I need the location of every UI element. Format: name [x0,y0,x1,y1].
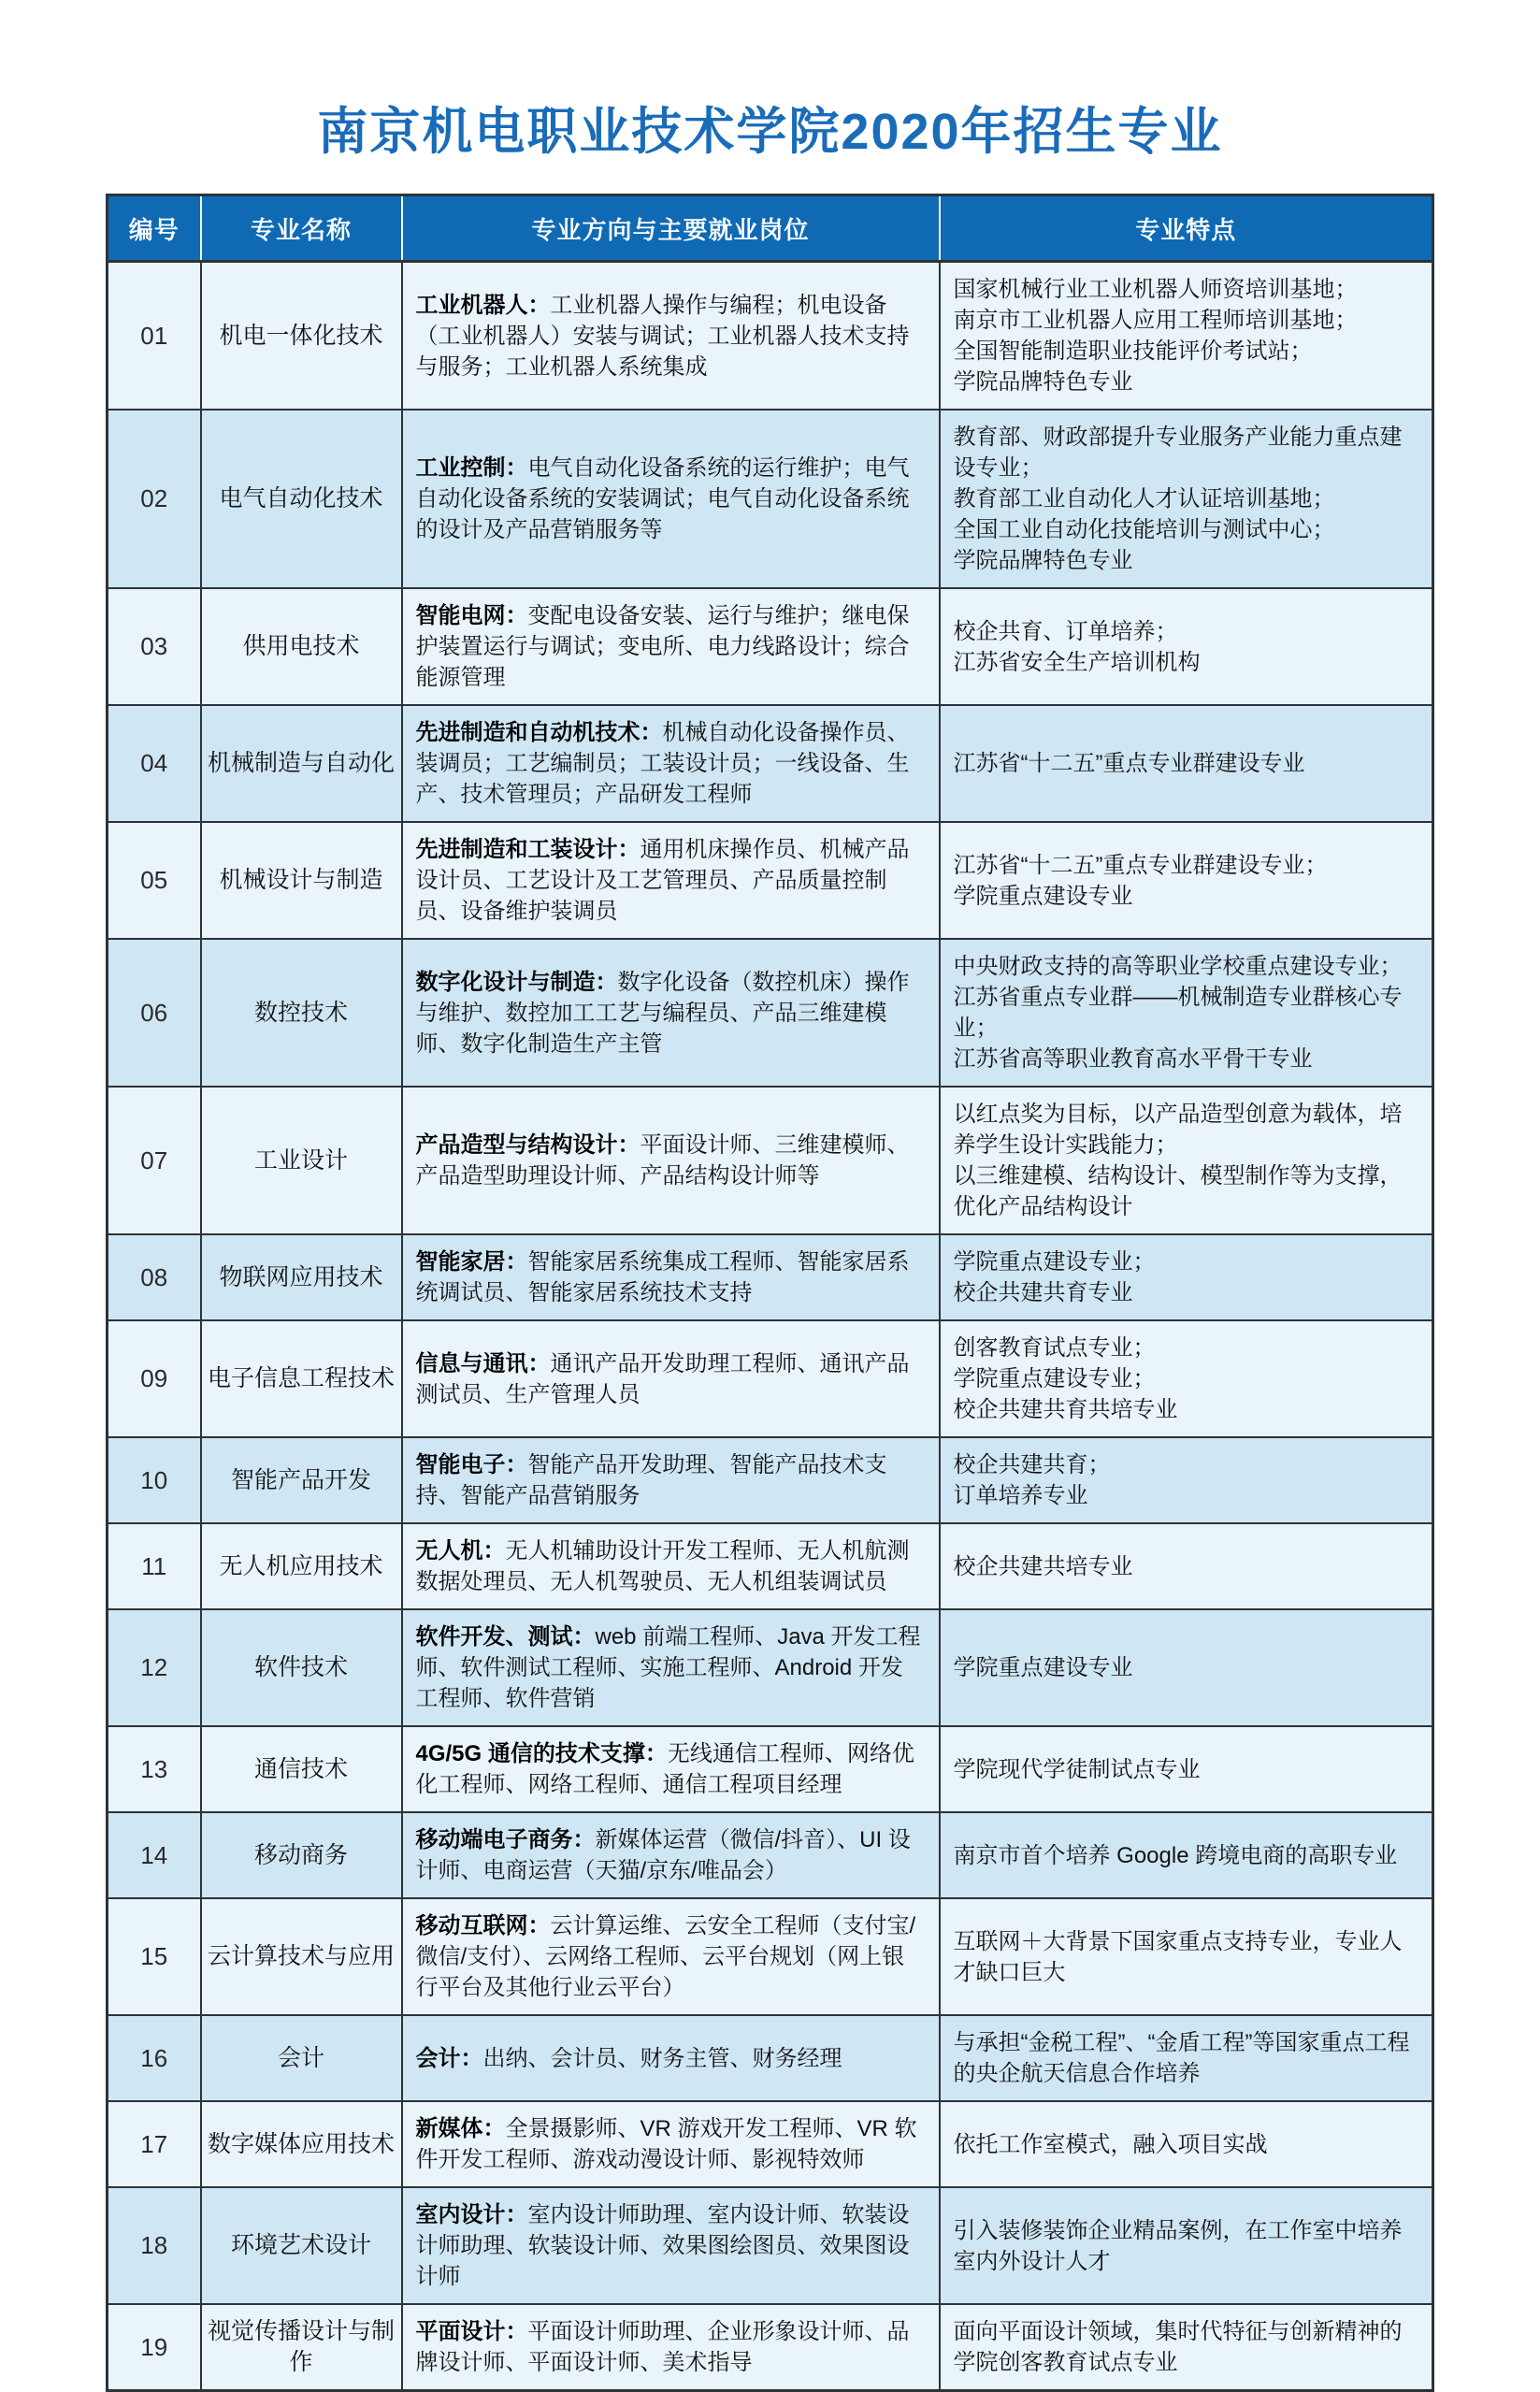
major-direction: 智能电子：智能产品开发助理、智能产品技术支持、智能产品营销服务 [402,1437,940,1523]
major-name: 供用电技术 [201,588,402,705]
feature-line: 学院现代学徒制试点专业 [953,1756,1201,1782]
direction-track-label: 数字化设计与制造： [415,969,618,995]
major-features [940,1437,1433,1523]
row-number: 10 [108,1437,201,1523]
major-direction: 工业机器人：工业机器人操作与编程；机电设备（工业机器人）安装与调试；工业机器人技术支持与服务；工业机器人系统集成 [402,262,940,411]
major-direction: 4G/5G 通信的技术支撑：无线通信工程师、网络优化工程师、网络工程师、通信工程项目经理 [402,1726,940,1812]
row-number: 13 [108,1726,201,1812]
table-row [108,822,1433,939]
major-name: 智能产品开发 [201,1437,402,1523]
major-direction: 会计：出纳、会计员、财务主管、财务经理 [402,2015,940,2101]
table-row [108,1087,1433,1234]
feature-line: 校企共建共育共培专业 [953,1397,1178,1423]
feature-line: 江苏省重点专业群——机械制造专业群核心专业； [953,985,1403,1042]
major-direction: 产品造型与结构设计：平面设计师、三维建模师、产品造型助理设计师、产品结构设计师等 [402,1087,940,1234]
major-features [940,1320,1433,1437]
major-features [940,588,1433,705]
feature-line: 国家机械行业工业机器人师资培训基地； [953,277,1358,303]
feature-line: 以三维建模、结构设计、模型制作等为支撑，优化产品结构设计 [953,1163,1403,1220]
row-number: 18 [108,2187,201,2304]
feature-line: 中央财政支持的高等职业学校重点建设专业； [953,954,1403,980]
major-direction: 信息与通讯：通讯产品开发助理工程师、通讯产品测试员、生产管理人员 [402,1320,940,1437]
feature-line: 江苏省“十二五”重点专业群建设专业 [953,751,1305,777]
feature-line: 教育部、财政部提升专业服务产业能力重点建设专业； [953,425,1403,482]
row-number: 01 [108,262,201,411]
row-number: 19 [108,2304,201,2391]
feature-line: 校企共育、订单培养； [953,618,1178,644]
feature-line: 引入装修装饰企业精品案例，在工作室中培养室内外设计人才 [953,2217,1403,2274]
row-number: 02 [108,410,201,588]
table-row [108,1437,1433,1523]
major-name: 机电一体化技术 [201,262,402,411]
major-direction: 室内设计：室内设计师助理、室内设计师、软装设计师助理、软装设计师、效果图绘图员、效果图设计师 [402,2187,940,2304]
direction-track-label: 室内设计： [415,2202,528,2228]
table-row [108,1234,1433,1320]
major-direction: 先进制造和工装设计：通用机床操作员、机械产品设计员、工艺设计及工艺管理员、产品质量控制员、设备维护装调员 [402,822,940,939]
table-row [108,410,1433,588]
major-direction: 数字化设计与制造：数字化设备（数控机床）操作与维护、数控加工工艺与编程员、产品三维建模师、数字化制造生产主管 [402,939,940,1087]
direction-track-label: 先进制造和自动机技术： [415,720,663,746]
direction-track-label: 工业控制： [415,455,528,482]
major-direction: 移动互联网：云计算运维、云安全工程师（支付宝/微信/支付）、云网络工程师、云平台规划（网上银行平台及其他行业云平台） [402,1898,940,2015]
major-name: 环境艺术设计 [201,2187,402,2304]
row-number: 15 [108,1898,201,2015]
table-header [108,195,1433,262]
major-name: 数字媒体应用技术 [201,2101,402,2187]
direction-track-label: 软件开发、测试： [415,1624,596,1650]
row-number: 12 [108,1609,201,1726]
table-row [108,1726,1433,1812]
major-features [940,2015,1433,2101]
row-number: 17 [108,2101,201,2187]
table-row [108,588,1433,705]
table-row [108,1812,1433,1898]
major-features [940,1087,1433,1234]
feature-line: 学院重点建设专业； [953,1366,1156,1392]
major-direction: 智能家居：智能家居系统集成工程师、智能家居系统调试员、智能家居系统技术支持 [402,1234,940,1320]
major-direction: 无人机：无人机辅助设计开发工程师、无人机航测数据处理员、无人机驾驶员、无人机组装调试员 [402,1523,940,1609]
major-direction: 移动端电子商务：新媒体运营（微信/抖音）、UI 设计师、电商运营（天猫/京东/唯品会） [402,1812,940,1898]
major-features [940,2304,1433,2391]
major-name: 会计 [201,2015,402,2101]
table-row [108,262,1433,411]
feature-line: 学院重点建设专业； [953,1249,1156,1275]
major-name: 数控技术 [201,939,402,1087]
major-direction: 先进制造和自动机技术：机械自动化设备操作员、装调员；工艺编制员；工装设计员；一线设备、生产、技术管理员；产品研发工程师 [402,705,940,822]
table-row [108,2304,1433,2391]
table-row [108,2101,1433,2187]
major-features [940,1812,1433,1898]
row-number: 05 [108,822,201,939]
major-features [940,939,1433,1087]
direction-track-label: 会计： [415,2045,483,2071]
major-features [940,410,1433,588]
major-features [940,1609,1433,1726]
feature-line: 全国智能制造职业技能评价考试站； [953,339,1313,365]
majors-table [106,194,1434,2392]
major-features [940,822,1433,939]
row-number: 03 [108,588,201,705]
table-row [108,1609,1433,1726]
table-row [108,1523,1433,1609]
feature-line: 创客教育试点专业； [953,1335,1156,1362]
major-name: 物联网应用技术 [201,1234,402,1320]
feature-line: 江苏省高等职业教育高水平骨干专业 [953,1046,1313,1073]
feature-line: 全国工业自动化技能培训与测试中心； [953,517,1335,543]
row-number: 06 [108,939,201,1087]
feature-line: 以红点奖为目标，以产品造型创意为载体，培养学生设计实践能力； [953,1102,1403,1159]
direction-track-label: 智能电子： [415,1452,528,1478]
row-number: 11 [108,1523,201,1609]
major-features [940,1523,1433,1609]
table-row [108,1320,1433,1437]
major-direction: 软件开发、测试：web 前端工程师、Java 开发工程师、软件测试工程师、实施工程师、Android 开发工程师、软件营销 [402,1609,940,1726]
direction-track-label: 移动互联网： [415,1913,551,1939]
feature-line: 面向平面设计领域，集时代特征与创新精神的学院创客教育试点专业 [953,2319,1403,2376]
direction-track-label: 智能家居： [415,1249,528,1275]
direction-track-label: 平面设计： [415,2319,528,2345]
feature-line: 江苏省安全生产培训机构 [953,649,1201,675]
major-direction: 工业控制：电气自动化设备系统的运行维护；电气自动化设备系统的安装调试；电气自动化设备系统的设计及产品营销服务等 [402,410,940,588]
feature-line: 学院品牌特色专业 [953,369,1133,396]
major-name: 云计算技术与应用 [201,1898,402,2015]
feature-line: 学院重点建设专业 [953,1655,1133,1681]
row-number: 16 [108,2015,201,2101]
major-direction: 平面设计：平面设计师助理、企业形象设计师、品牌设计师、平面设计师、美术指导 [402,2304,940,2391]
row-number: 08 [108,1234,201,1320]
header-cell-direction: 专业方向与主要就业岗位 [402,195,940,262]
table-row [108,1898,1433,2015]
major-name: 工业设计 [201,1087,402,1234]
direction-track-label: 智能电网： [415,603,528,629]
majors-table-body [108,262,1433,2391]
major-name: 通信技术 [201,1726,402,1812]
feature-line: 与承担“金税工程”、“金盾工程”等国家重点工程的央企航天信息合作培养 [953,2030,1410,2087]
feature-line: 学院重点建设专业 [953,883,1133,909]
major-name: 无人机应用技术 [201,1523,402,1609]
major-name: 移动商务 [201,1812,402,1898]
major-features [940,1234,1433,1320]
major-name: 机械设计与制造 [201,822,402,939]
direction-track-label: 先进制造和工装设计： [415,837,640,863]
feature-line: 南京市工业机器人应用工程师培训基地； [953,308,1358,334]
major-features [940,705,1433,822]
table-row [108,939,1433,1087]
major-name: 电子信息工程技术 [201,1320,402,1437]
major-direction: 新媒体：全景摄影师、VR 游戏开发工程师、VR 软件开发工程师、游戏动漫设计师、影视特效师 [402,2101,940,2187]
header-row [108,195,1433,262]
direction-track-label: 信息与通讯： [415,1350,551,1376]
row-number: 07 [108,1087,201,1234]
major-name: 机械制造与自动化 [201,705,402,822]
major-features [940,1898,1433,2015]
table-row [108,2015,1433,2101]
major-name: 视觉传播设计与制作 [201,2304,402,2391]
major-features [940,262,1433,411]
major-features [940,1726,1433,1812]
direction-track-label: 移动端电子商务： [415,1827,596,1853]
header-cell-number: 编号 [108,195,201,262]
table-row [108,705,1433,822]
page-title: 南京机电职业技术学院2020年招生专业 [317,104,1223,160]
direction-track-label: 新媒体： [415,2116,506,2142]
row-number: 14 [108,1812,201,1898]
direction-track-label: 工业机器人： [415,292,551,318]
feature-line: 依托工作室模式，融入项目实战 [953,2131,1268,2157]
row-number: 09 [108,1320,201,1437]
feature-line: 校企共建共育专业 [953,1280,1133,1306]
major-features [940,2101,1433,2187]
direction-track-label: 产品造型与结构设计： [415,1132,640,1159]
feature-line: 互联网＋大背景下国家重点支持专业，专业人才缺口巨大 [953,1928,1403,1985]
feature-line: 江苏省“十二五”重点专业群建设专业； [953,852,1328,878]
direction-track-label: 无人机： [415,1538,506,1564]
direction-track-label: 4G/5G 通信的技术支撑： [415,1741,668,1767]
header-cell-major: 专业名称 [201,195,402,262]
row-number: 04 [108,705,201,822]
table-row [108,2187,1433,2304]
major-direction: 智能电网：变配电设备安装、运行与维护；继电保护装置运行与调试；变电所、电力线路设计；综合能源管理 [402,588,940,705]
feature-line: 订单培养专业 [953,1483,1088,1509]
major-name: 软件技术 [201,1609,402,1726]
feature-line: 学院品牌特色专业 [953,548,1133,574]
feature-line: 校企共建共育； [953,1452,1111,1478]
feature-line: 校企共建共培专业 [953,1553,1133,1579]
feature-line: 教育部工业自动化人才认证培训基地； [953,486,1335,512]
major-features [940,2187,1433,2304]
feature-line: 南京市首个培养 Google 跨境电商的高职专业 [953,1842,1398,1868]
header-cell-features: 专业特点 [940,195,1433,262]
major-name: 电气自动化技术 [201,410,402,588]
